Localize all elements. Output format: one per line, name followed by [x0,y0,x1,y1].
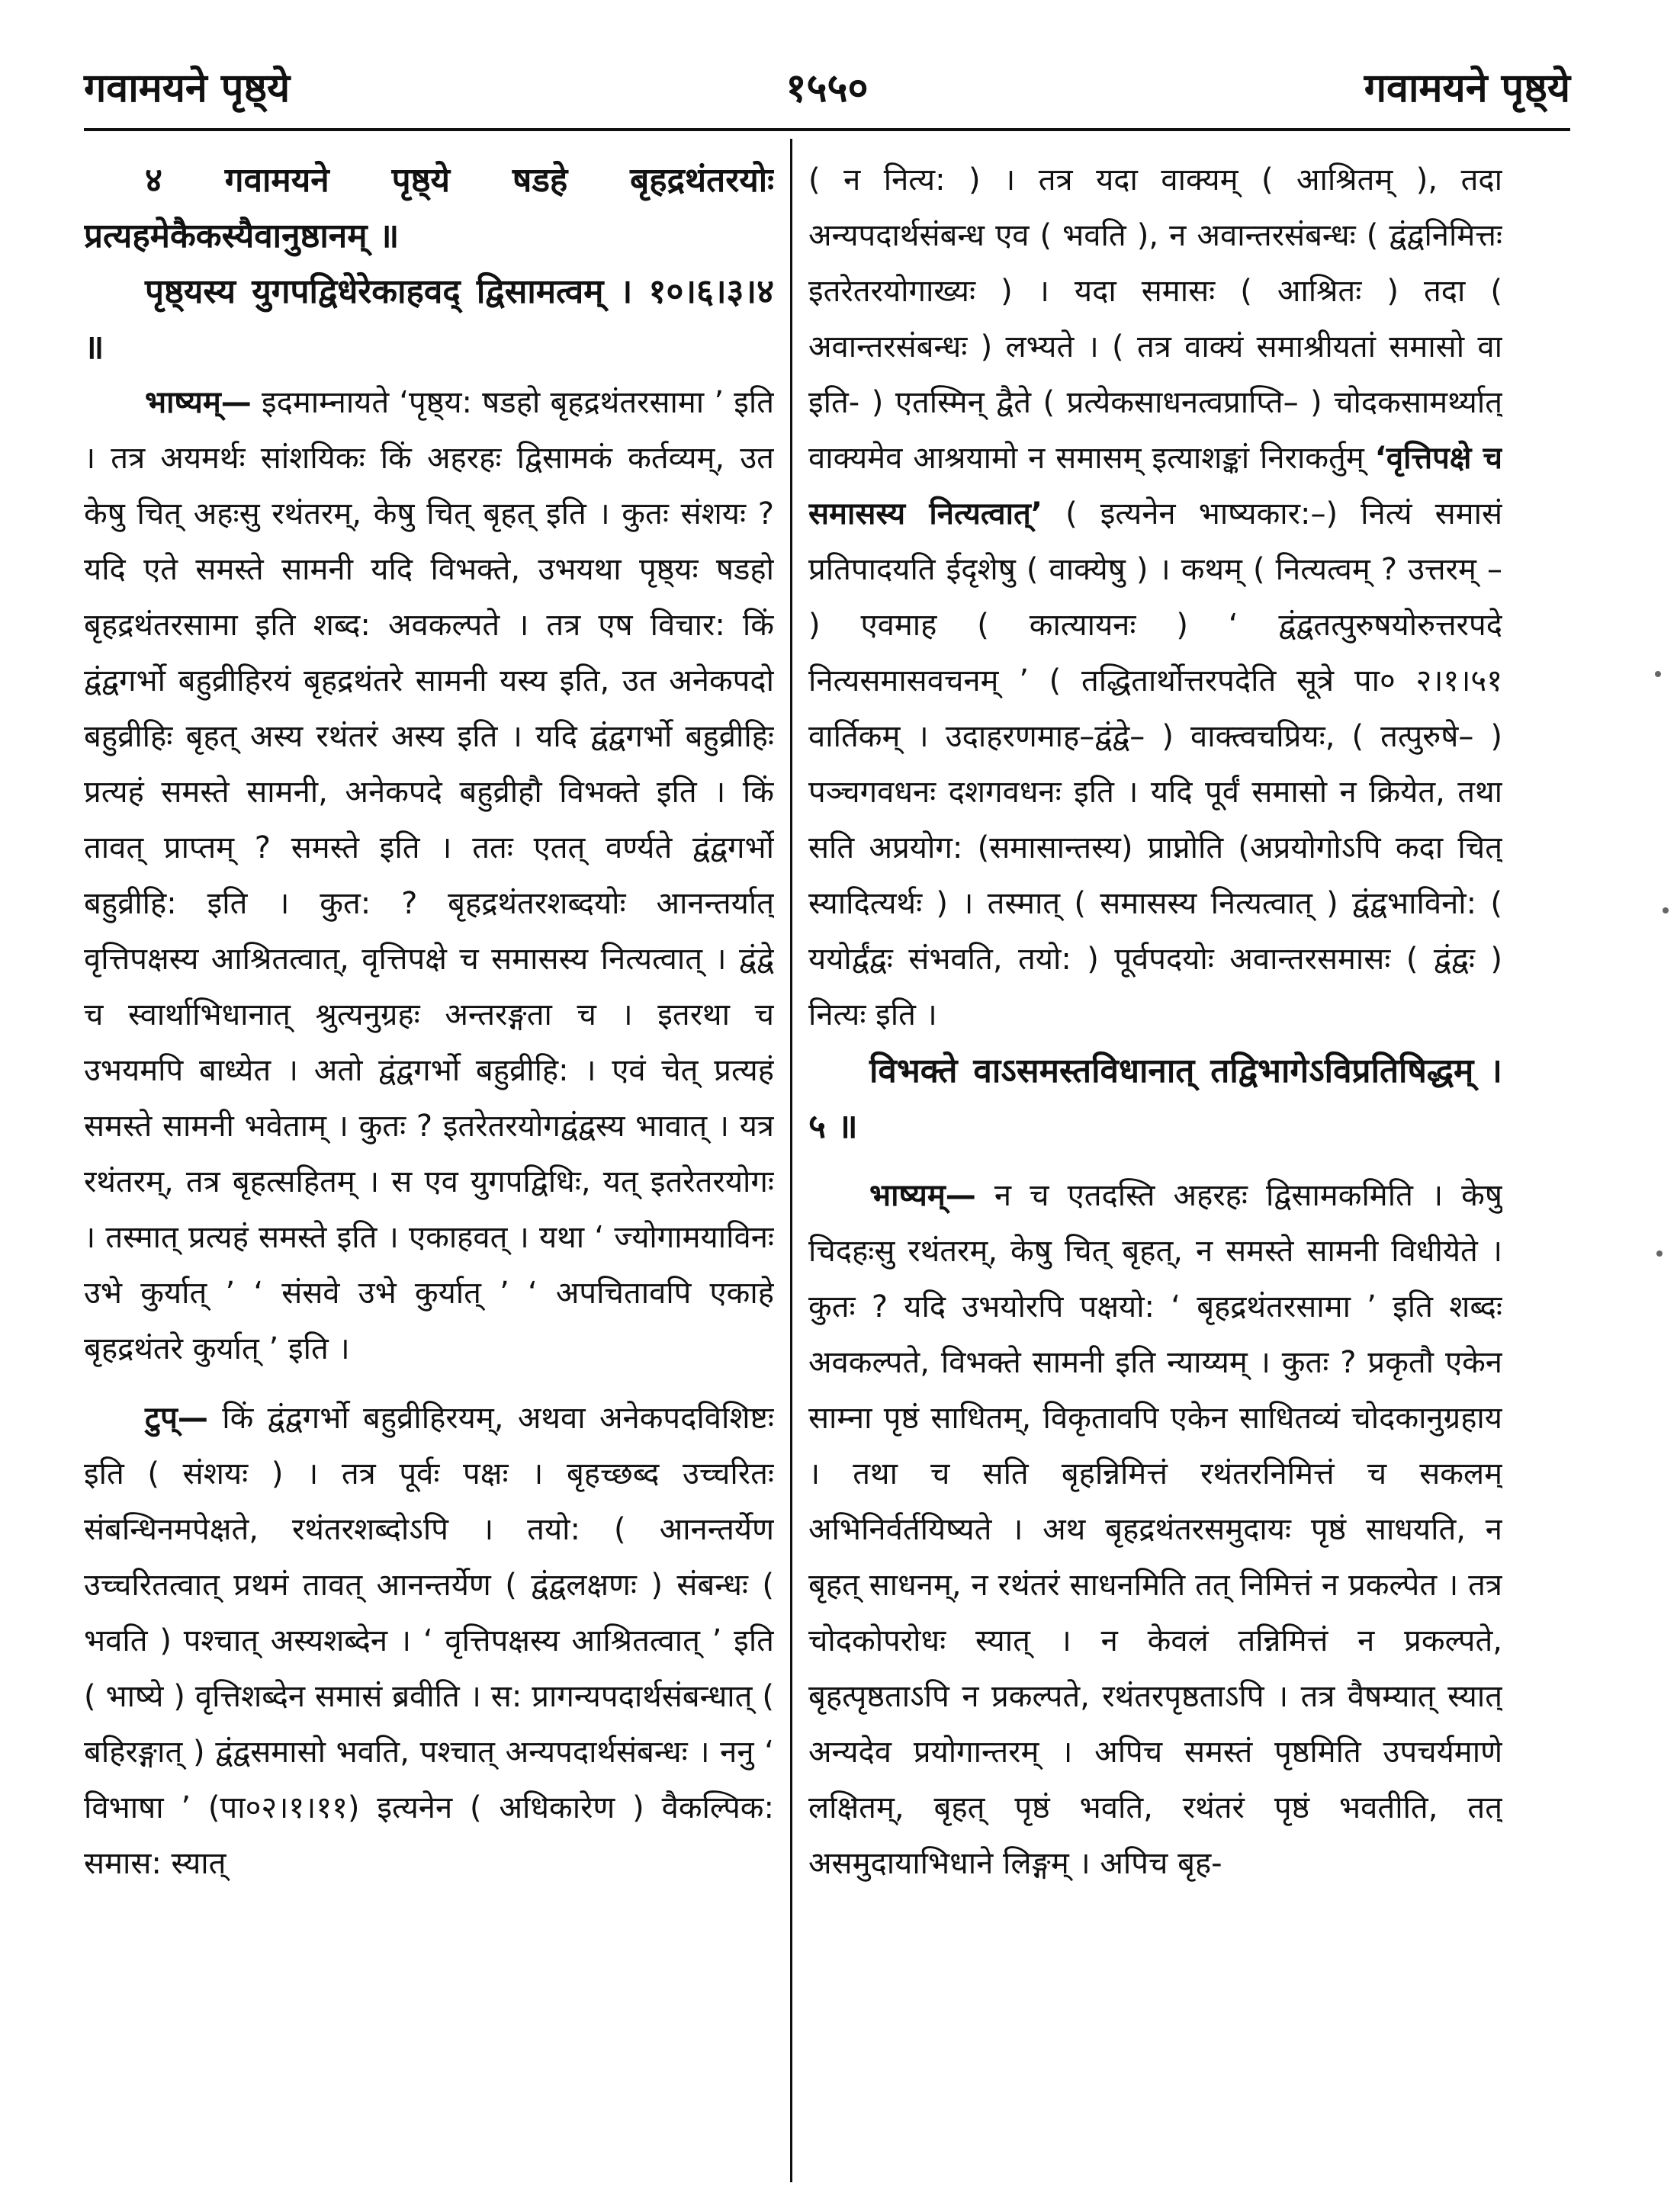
scan-speck [1663,907,1669,913]
page-header [84,59,1570,113]
column-divider [790,139,792,2182]
continuation-text: ( न नित्य: ) । तत्र यदा वाक्यम् ( आश्रितम् ), तदा अन्यपदार्थसंबन्ध एव ( भवति ), न अवान्तरसंबन्धः ( द्वंद्वनिमित्तः इतरेतरयोगाख्यः ) । यदा समासः ( आश्रितः ) तदा ( अवान्तरसंबन्धः ) लभ्यते । ( तत्र वाक्यं समाश्रीयतां समासो वा इति- ) एतस्मिन् द्वैते ( प्रत्येकसाधनत्वप्राप्ति– ) चोदकसामर्थ्यात् वाक्यमेव आश्रयामो न समासम् इत्याशङ्कां निराकर्तुम् [808,162,1502,476]
bhashya-label: भाष्यम्— [145,385,252,420]
section-mark: ४ [145,161,162,200]
right-column [808,152,1502,2196]
scan-speck [1655,671,1661,677]
bhashya-text: इदमाम्नायते ‘पृष्ठ्य: षडहो बृहद्रथंतरसामा ’ इति । तत्र अयमर्थः सांशयिकः किं अहरहः द्विसामकं कर्तव्यम्, उत केषु चित् अहःसु रथंतरम्, केषु चित् बृहत् इति । कुतः संशयः ? यदि एते समस्ते सामनी यदि विभक्ते, उभयथा पृष्ठ्यः षडहो बृहद्रथंतरसामा इति शब्द: अवकल्पते । तत्र एष विचार: किं द्वंद्वगर्भो बहुव्रीहिरयं बृहद्रथंतरे सामनी यस्य इति, उत अनेकपदो बहुव्रीहिः बृहत् अस्य रथंतरं अस्य इति । यदि द्वंद्वगर्भो बहुव्रीहिः प्रत्यहं समस्ते सामनी, अनेकपदे बहुव्रीहौ विभक्ते इति । किं तावत् प्राप्तम् ? समस्ते इति । ततः एतत् वर्ण्यते द्वंद्वगर्भो बहुव्रीहि: इति । कुत: ? बृहद्रथंतरशब्दयोः आनन्तर्यात् वृत्तिपक्षस्य आश्रितत्वात्, वृत्तिपक्षे च समासस्य नित्यत्वात् । द्वंद्वे च स्वार्थाभिधानात् श्रुत्यनुग्रहः अन्तरङ्गता च । इतरथा च उभयमपि बाध्येत । अतो द्वंद्वगर्भो बहुव्रीहि: । एवं चेत् प्रत्यहं समस्ते सामनी भवेताम् । कुतः ? इतरेतरयोगद्वंद्वस्य भावात् । यत्र रथंतरम्, तत्र बृहत्सहितम् । स एव युगपद्विधिः, यत् इतरेतरयोगः । तस्मात् प्रत्यहं समस्ते इति । एकाहवत् । यथा ‘ ज्योगामयाविनः उभे कुर्यात् ’ ‘ संसवे उभे कुर्यात् ’ ‘ अपचितावपि एकाहे बृहद्रथंतरे कुर्यात् ’ इति । [84,385,774,1366]
tupika-text: किं द्वंद्वगर्भो बहुव्रीहिरयम्, अथवा अनेकपदविशिष्टः इति ( संशयः ) । तत्र पूर्वः पक्षः । बृहच्छब्द उच्चरितः संबन्धिनमपेक्षते, रथंतरशब्दोऽपि । तयो: ( आनन्तर्येण उच्चरितत्वात् प्रथमं तावत् आनन्तर्येण ( द्वंद्वलक्षणः ) संबन्धः ( भवति ) पश्चात् अस्यशब्देन । ‘ वृत्तिपक्षस्य आश्रितत्वात् ’ इति ( भाष्ये ) वृत्तिशब्देन समासं ब्रवीति । स: प्रागन्यपदार्थसंबन्धात् ( बहिरङ्गात् ) द्वंद्वसमासो भवति, पश्चात् अन्यपदार्थसंबन्धः । ननु ‘ विभाषा ’ (पा०२।१।११) इत्यनेन ( अधिकारेण ) वैकल्पिक: समास: स्यात् [84,1401,774,1881]
bhashya-text-right: न च एतदस्ति अहरहः द्विसामकमिति । केषु चिदहःसु रथंतरम्, केषु चित् बृहत्, न समस्ते सामनी विधीयेते । कुतः ? यदि उभयोरपि पक्षयो: ‘ बृहद्रथंतरसामा ’ इति शब्दः अवकल्पते, विभक्ते सामनी इति न्याय्यम् । कुतः ? प्रकृतौ एकेन साम्ना पृष्ठं साधितम्, विकृतावपि एकेन साधितव्यं चोदकानुग्रहाय । तथा च सति बृहन्निमित्तं रथंतरनिमित्तं च सकलम् अभिनिर्वर्तयिष्यते । अथ बृहद्रथंतरसमुदायः पृष्ठं साधयति, न बृहत् साधनम्, न रथंतरं साधनमिति तत् निमित्तं न प्रकल्पेत । तत्र चोदकोपरोधः स्यात् । न केवलं तन्निमित्तं न प्रकल्पते, बृहत्पृष्ठताऽपि न प्रकल्पते, रथंतरपृष्ठताऽपि । तत्र वैषम्यात् स्यात् अन्यदेव प्रयोगान्तरम् । अपिच समस्तं पृष्ठमिति उपचर्यमाणे लक्षितम्, बृहत् पृष्ठं भवति, रथंतरं पृष्ठं भवतीति, तत् असमुदायाभिधाने लिङ्गम् । अपिच बृह- [808,1178,1502,1881]
sutra-five: विभक्ते वाऽसमस्तविधानात् तद्विभागेऽविप्रतिषिद्धम् । ५ ॥ [808,1051,1502,1146]
section-heading-text: गवामयने पृष्ठ्ये षडहे बृहद्रथंतरयोः प्रत्यहमेकैकस्यैवानुष्ठानम् ॥ [84,161,774,255]
header-rule [84,128,1570,131]
continuation-text-rest: ( इत्यनेन भाष्यकार:–) नित्यं समासं प्रतिपादयति ईदृशेषु ( वाक्येषु ) । कथम् ( नित्यत्वम् ? उत्तरम् – ) एवमाह ( कात्यायनः ) ‘ द्वंद्वतत्पुरुषयोरुत्तरपदे नित्यसमासवचनम् ’ ( तद्धितार्थोत्तरपदेति सूत्रे पा० २।१।५१ वार्तिकम् । उदाहरणमाह–द्वंद्वे– ) वाक्त्वचप्रियः, ( तत्पुरुषे– ) पञ्चगवधनः दशगवधनः इति । यदि पूर्वं समासो न क्रियेत, तथा सति अप्रयोग: (समासान्तस्य) प्राप्नोति (अप्रयोगोऽपि कदा चित् स्यादित्यर्थः ) । तस्मात् ( समासस्य नित्यत्वात् ) द्वंद्वभाविनो: ( ययोर्द्वंद्वः संभवति, तयो: ) पूर्वपदयोः अवान्तरसमासः ( द्वंद्वः ) नित्यः इति । [808,496,1502,1032]
bhashya-paragraph [84,375,774,1377]
quoted-bhashya-phrase: ‘वृत्तिपक्षे च समासस्य नित्यत्वात्’ [808,441,1502,531]
sutra-text: पृष्ठ्यस्य युगपद्विधेरेकाहवद् द्विसामत्वम् । १०।६।३।४ ॥ [84,272,774,367]
tupika-label: टुप्— [145,1401,208,1436]
running-head-left: गवामयने पृष्ठ्ये [84,65,291,111]
bhashya-paragraph-right [808,1168,1502,1892]
continuation-paragraph [808,152,1502,1043]
tupika-paragraph [84,1391,774,1892]
bhashya-label-right: भाष्यम्— [869,1178,976,1213]
running-head-right: गवामयने पृष्ठ्ये [1364,65,1570,111]
scan-speck [1656,1250,1663,1257]
left-column [84,152,774,2196]
page-number: १५५० [785,65,869,111]
section-heading [84,152,774,264]
